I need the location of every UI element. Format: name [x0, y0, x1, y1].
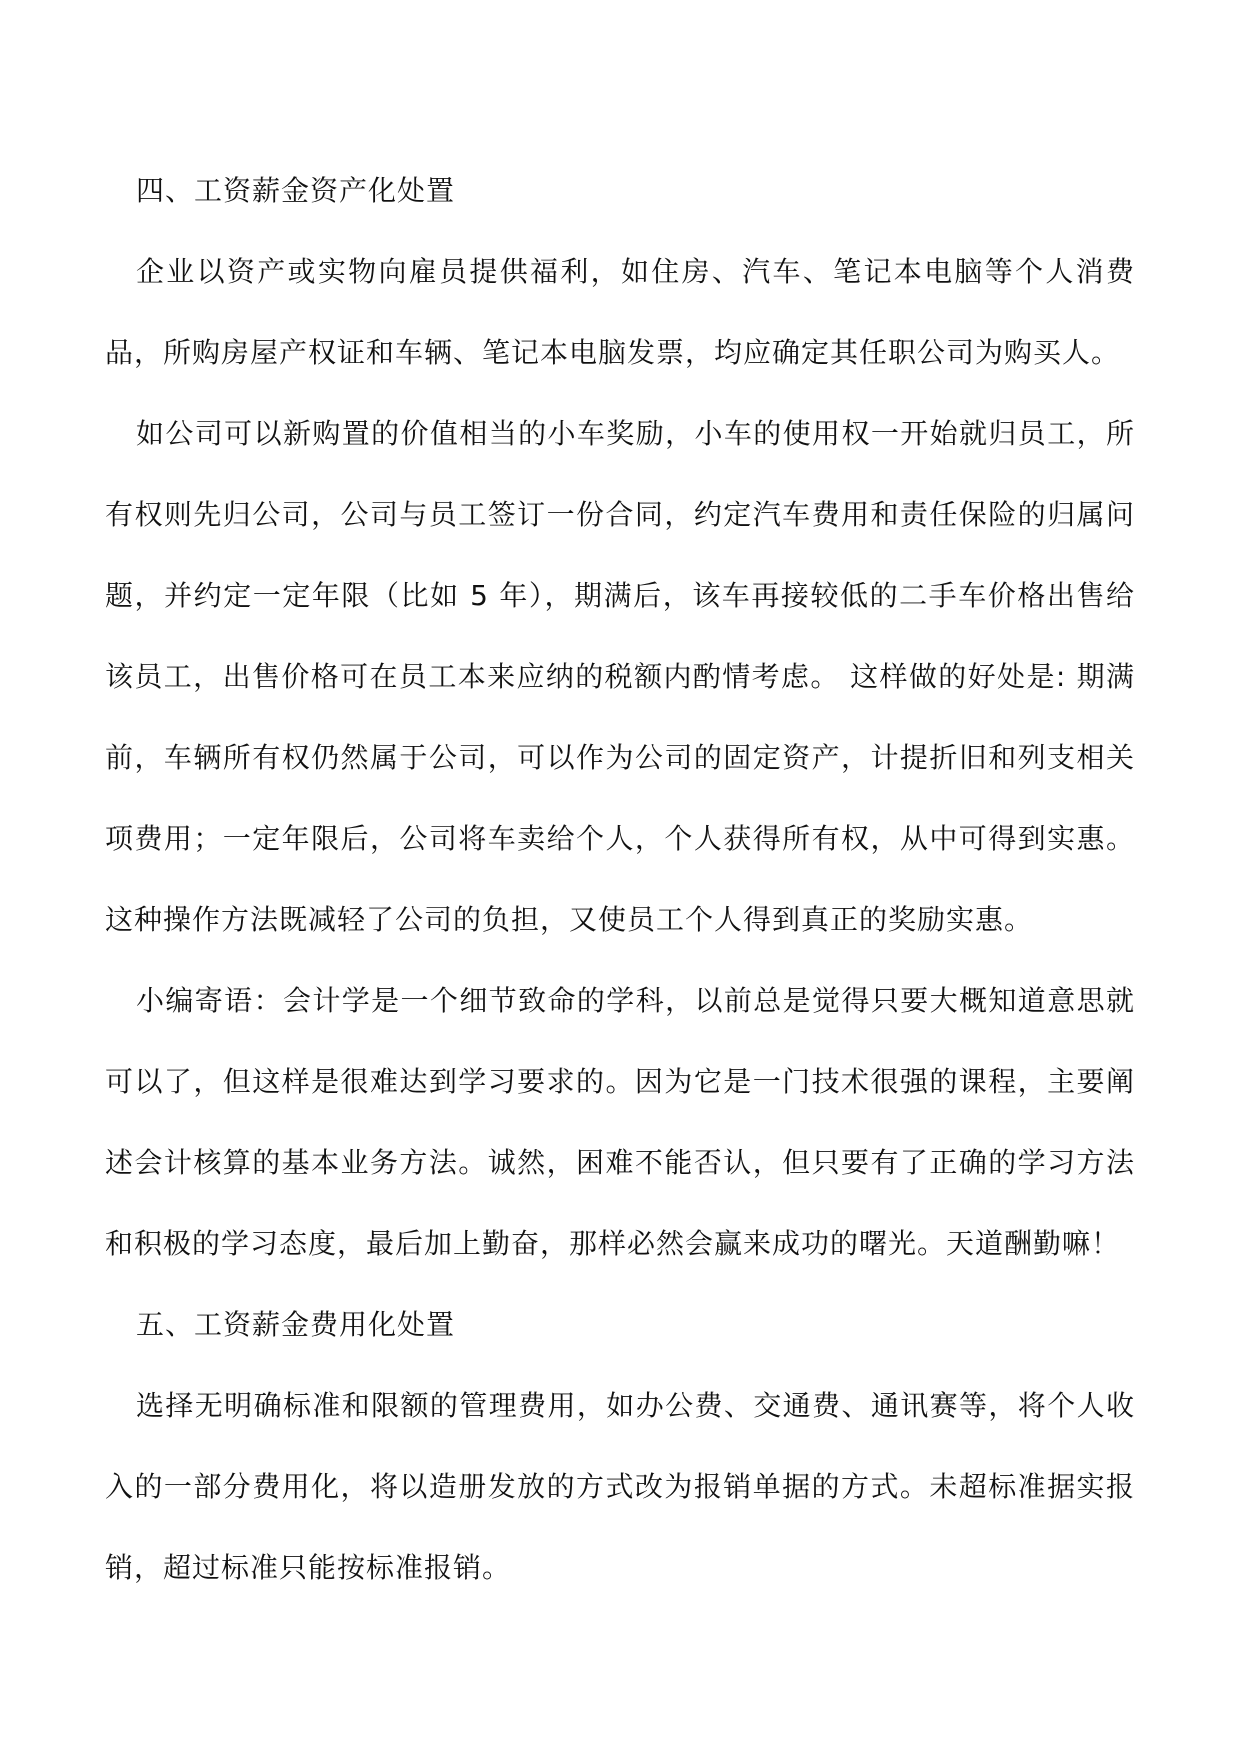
paragraph-expense-handling: 选择无明确标准和限额的管理费用，如办公费、交通费、通讯赛等，将个人收入的一部分费用化，将以造册发放的方式改为报销单据的方式。未超标准据实报销，超过标准只能按标准报销。	[105, 1389, 1135, 1584]
section-heading-4: 四、工资薪金资产化处置	[136, 174, 456, 207]
document-body	[105, 150, 1135, 1608]
section-heading-5: 五、工资薪金费用化处置	[136, 1308, 456, 1341]
paragraph-asset-benefits: 企业以资产或实物向雇员提供福利，如住房、汽车、笔记本电脑等个人消费品，所购房屋产权证和车辆、笔记本电脑发票，均应确定其任职公司为购买人。	[105, 255, 1135, 369]
paragraph-car-reward: 如公司可以新购置的价值相当的小车奖励，小车的使用权一开始就归员工，所有权则先归公司，公司与员工签订一份合同，约定汽车费用和责任保险的归属问题，并约定一定年限（比如 5 年），期满后，该车再接较低的二手车价格出售给该员工，出售价格可在员工本来应纳的税额内酌情考虑。 这样做的好处是: 期满前，车辆所有权仍然属于公司，可以作为公司的固定资产，计提折旧和列支相关项费用；一定年限后，公司将车卖给个人，个人获得所有权，从中可得到实惠。这种操作方法既减轻了公司的负担，又使员工个人得到真正的奖励实惠。	[105, 417, 1135, 936]
paragraph-editor-note: 小编寄语：会计学是一个细节致命的学科，以前总是觉得只要大概知道意思就可以了，但这样是很难达到学习要求的。因为它是一门技术很强的课程，主要阐述会计核算的基本业务方法。诚然，困难不能否认，但只要有了正确的学习方法和积极的学习态度，最后加上勤奋，那样必然会赢来成功的曙光。天道酬勤嘛！	[105, 984, 1135, 1260]
